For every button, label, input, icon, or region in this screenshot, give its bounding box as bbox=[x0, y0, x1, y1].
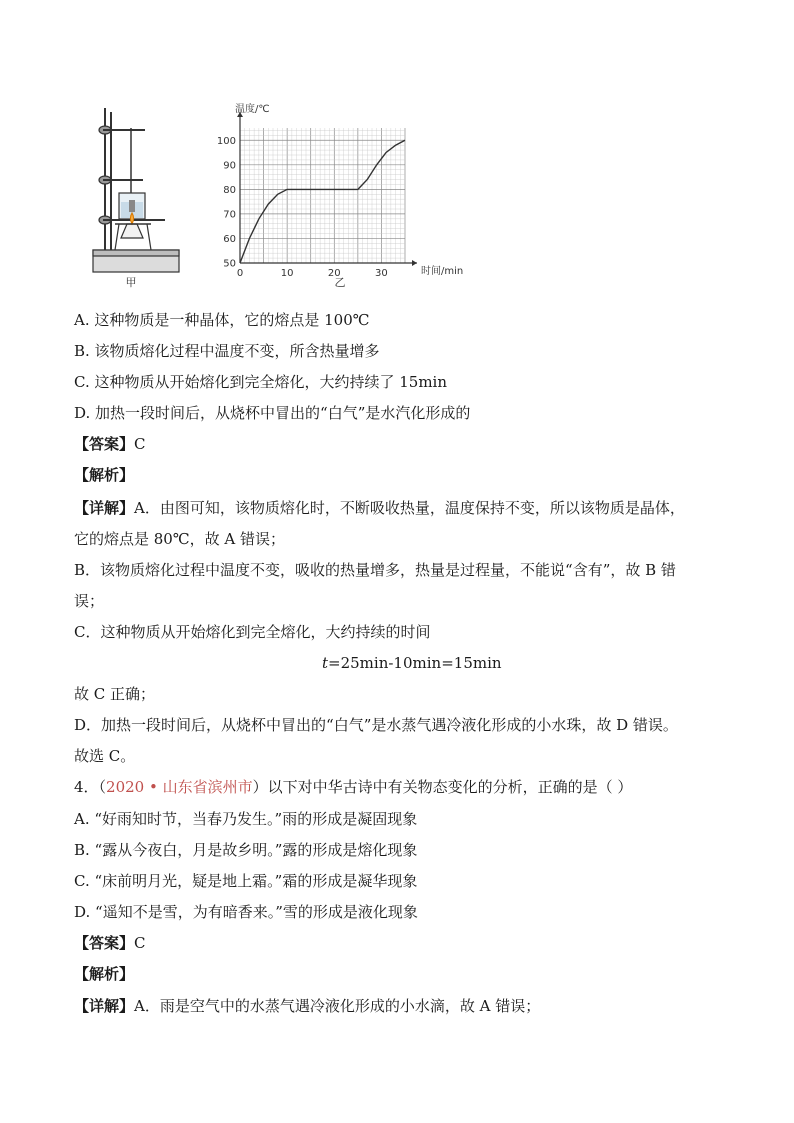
q3-detail-d: D．加热一段时间后，从烧杯中冒出的“白气”是水蒸气遇冷液化形成的小水珠，故 D 错误。 bbox=[74, 716, 678, 734]
q4-stem: 4．（2020 • 山东省滨州市）以下对中华古诗中有关物态变化的分析，正确的是（ ） bbox=[74, 778, 633, 796]
q3-answer-line bbox=[74, 434, 146, 454]
q3-option-b: B. 该物质熔化过程中温度不变，所含热量增多 bbox=[74, 342, 380, 360]
x-tick-label: 20 bbox=[327, 268, 341, 279]
q4-option-a: A. “好雨知时节，当春乃发生。”雨的形成是凝固现象 bbox=[74, 810, 418, 828]
answer-tag: 【答案】 bbox=[74, 435, 135, 453]
q3-option-d: D. 加热一段时间后，从烧杯中冒出的“白气”是水汽化形成的 bbox=[74, 404, 471, 422]
temperature-curve bbox=[240, 140, 405, 263]
y-tick-label: 100 bbox=[216, 135, 236, 147]
x-tick-label: 10 bbox=[280, 268, 294, 279]
y-tick-label: 60 bbox=[223, 233, 236, 245]
formula-variable: t bbox=[322, 654, 329, 672]
q4-analysis-tag: 【解析】 bbox=[74, 965, 135, 983]
x-axis-label: 时间/min bbox=[421, 266, 464, 277]
q3-detail-c-line1: C．这种物质从开始熔化到完全熔化，大约持续的时间 bbox=[74, 623, 431, 641]
q4-answer-line: 【答案】C bbox=[74, 934, 146, 952]
x-tick-label: 30 bbox=[375, 268, 388, 279]
answer-value: C bbox=[134, 435, 146, 453]
y-tick-label: 50 bbox=[223, 258, 236, 270]
y-tick-label: 70 bbox=[223, 209, 236, 221]
q3-detail-b-line1: B．该物质熔化过程中温度不变，吸收的热量增多，热量是过程量，不能说“含有”，故 B 错 bbox=[74, 561, 676, 579]
q3-detail-a-line1: 【详解】A．由图可知，该物质熔化时，不断吸收热量，温度保持不变，所以该物质是晶体， bbox=[74, 499, 685, 517]
graph-label: 乙 bbox=[334, 276, 346, 289]
q3-detail-c-line2: 故 C 正确； bbox=[74, 685, 156, 703]
q3-conclusion: 故选 C。 bbox=[74, 747, 136, 765]
x-tick-label: 0 bbox=[236, 268, 244, 279]
detail-tag: 【详解】 bbox=[74, 499, 135, 517]
y-tick-label: 80 bbox=[223, 184, 236, 196]
q3-analysis-tag: 【解析】 bbox=[74, 466, 135, 484]
q3-detail-b-line2: 误； bbox=[74, 592, 105, 610]
q3-formula: t=25min-10min=15min bbox=[322, 654, 502, 672]
q3-option-a: A. 这种物质是一种晶体，它的熔点是 100℃ bbox=[74, 311, 370, 329]
q3-detail-a-line2: 它的熔点是 80℃，故 A 错误； bbox=[74, 530, 286, 548]
heating-apparatus-illustration bbox=[93, 108, 179, 272]
figure-svg bbox=[85, 98, 465, 293]
graph-grid bbox=[240, 128, 405, 263]
q4-option-c: C. “床前明月光，疑是地上霜。”霜的形成是凝华现象 bbox=[74, 872, 418, 890]
x-axis-arrow bbox=[412, 260, 417, 266]
q4-option-b: B. “露从今夜白，月是故乡明。”露的形成是熔化现象 bbox=[74, 841, 418, 859]
figure-panel bbox=[85, 98, 465, 293]
y-tick-label: 90 bbox=[223, 160, 236, 172]
q3-option-c: C. 这种物质从开始熔化到完全熔化，大约持续了 15min bbox=[74, 373, 448, 391]
q4-option-d: D. “遥知不是雪，为有暗香来。”雪的形成是液化现象 bbox=[74, 903, 418, 921]
q4-source: 2020 • 山东省滨州市 bbox=[106, 778, 253, 796]
q4-detail-a: 【详解】A．雨是空气中的水蒸气遇冷液化形成的小水滴，故 A 错误； bbox=[74, 997, 541, 1015]
y-axis-label: 温度/℃ bbox=[235, 104, 270, 115]
apparatus-label: 甲 bbox=[125, 276, 137, 289]
